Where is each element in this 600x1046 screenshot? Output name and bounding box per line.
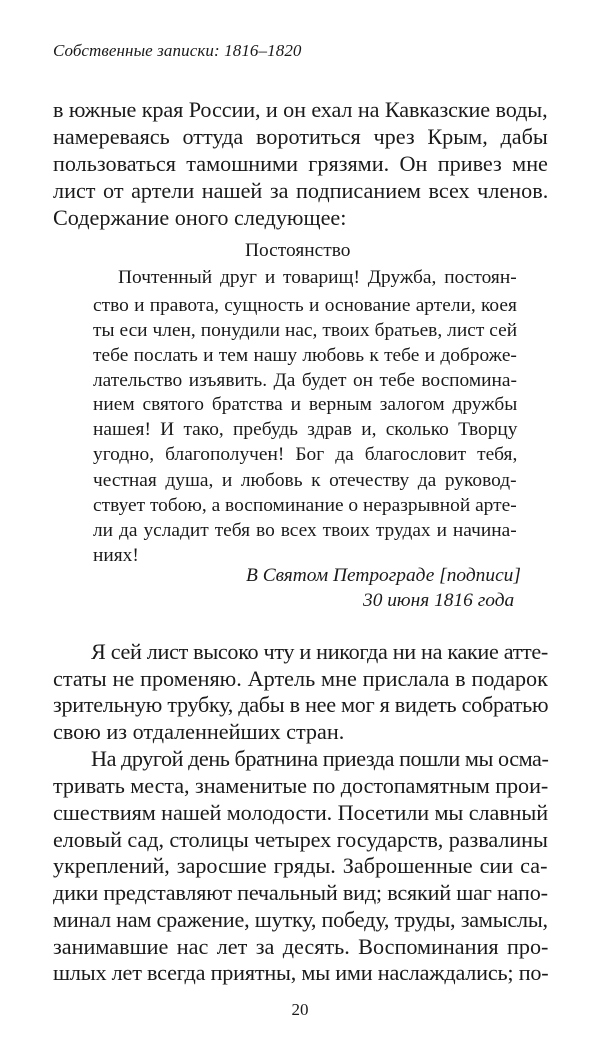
page-number: 20 [291, 1000, 309, 1019]
text-line: шлых лет всегда приятны, мы ими наслаждались; по- [53, 960, 549, 985]
text-line: еловый сад, столицы четырех государств, развалины [53, 827, 548, 852]
text-line: занимавшие нас лет за десять. Воспоминания про- [53, 934, 549, 959]
letter-line: ты еси член, понудили нас, твоих братьев, лист сей [93, 320, 518, 341]
text-line: свою из отдаленнейших стран. [53, 719, 345, 744]
text-line: лист от артели нашей за подписанием всех членов. [53, 178, 549, 203]
text-line: На другой день братнина приезда пошли мы осма- [91, 746, 549, 771]
text-line: укреплений, заросшие гряды. Заброшенные сии са- [53, 853, 548, 878]
letter-line: лательство изъявить. Да будет он тебе воспомина- [93, 370, 517, 391]
letter-line: Почтенный друг и товарищ! Дружба, постоян- [118, 267, 517, 288]
letter-line: ство и правота, сущность и основание артели, коея [93, 295, 517, 316]
letter-line: ниях! [93, 545, 139, 566]
text-line: намереваясь оттуда воротиться чрез Крым, дабы [53, 124, 548, 149]
text-line: дики представляют печальный вид; всякий шаг напо- [53, 880, 548, 905]
letter-line: ли да усладит тебя во всех твоих трудах и начина- [93, 520, 517, 541]
letter-line: честная душа, и любовь к отечеству да руковод- [93, 470, 517, 491]
letter-line: нием святого братства и верным залогом дружбы [93, 394, 518, 415]
running-head: Собственные записки: 1816–1820 [53, 41, 302, 60]
text-line: тривать места, знаменитые по достопамятным прои- [53, 773, 549, 798]
letter-signature-place: В Святом Петрограде [подписи] [246, 565, 521, 586]
letter-line: нашея! И тако, пребудь здрав и, сколько Творцу [93, 419, 518, 440]
letter-line: ствует тобою, а воспоминание о неразрывной арте- [93, 495, 517, 516]
text-line: минал нам сражение, шутку, победу, труды, замыслы, [53, 907, 548, 932]
text-line: зрительную трубку, дабы в нее мог я видеть собратью [53, 692, 549, 717]
text-line: Содержание оного следующее: [53, 205, 347, 230]
text-line: в южные края России, и он ехал на Кавказские воды, [53, 97, 548, 122]
letter-signature-date: 30 июня 1816 года [363, 590, 515, 611]
letter-title: Постоянство [245, 240, 351, 261]
text-line: Я сей лист высоко чту и никогда ни на какие атте- [91, 639, 548, 664]
letter-line: тебе послать и тем нашу любовь к тебе и доброже- [93, 345, 517, 366]
text-line: сшествиям нашей молодости. Посетили мы славный [53, 800, 549, 825]
text-line: статы не променяю. Артель мне прислала в подарок [53, 666, 548, 691]
letter-line: угодно, благополучен! Бог да благословит тебя, [93, 444, 518, 465]
text-line: пользоваться тамошними грязями. Он привез мне [53, 151, 548, 176]
